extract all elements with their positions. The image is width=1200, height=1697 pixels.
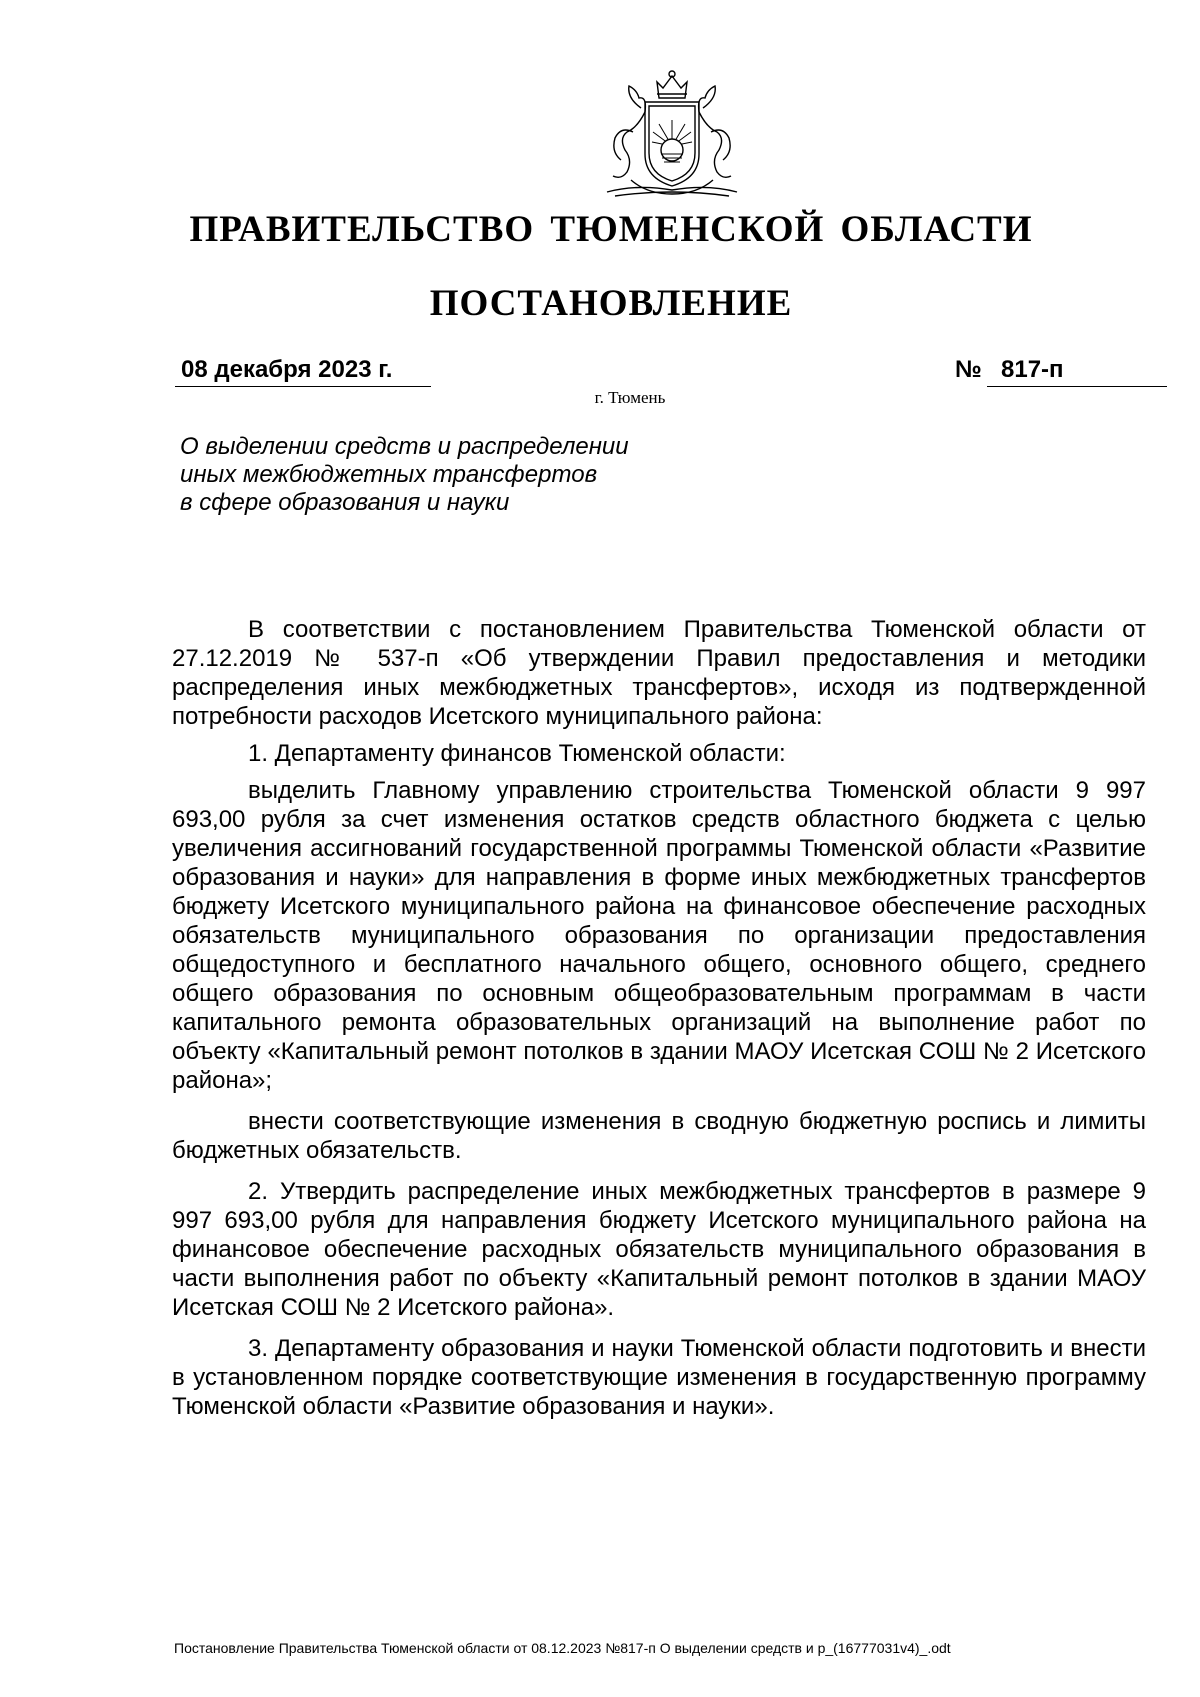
document-date: 08 декабря 2023 г. — [181, 356, 393, 383]
item-1-allocate-paragraph: выделить Главному управлению строительства Тюменской области 9 997 693,00 рубля за счет изменения остатков средств областного бюджета с целью увеличения ассигнований государственной программы Тюменской области «Развитие образования и науки» для направления в форме иных межбюджетных трансфертов бюджету Исетского муниципального района на финансовое обеспечение расходных обязательств муниципального образования по организации предоставления общедоступного и бесплатного начального общего, основного общего, среднего общего образования по основным общеобразовательным программам в части капитального ремонта образовательных организаций на выполнение работ по объекту «Капитальный ремонт потолков в здании МАОУ Исетская СОШ № 2 Исетского района»; — [172, 777, 1146, 1094]
city-label: г. Тюмень — [594, 388, 666, 407]
document-type-title: ПОСТАНОВЛЕНИЕ — [429, 283, 793, 324]
item-2-paragraph: 2. Утвердить распределение иных межбюджетных трансфертов в размере 9 997 693,00 рубля для направления бюджету Исетского муниципального района на финансовое обеспечение расходных обязательств муниципального образования в части выполнения работ по объекту «Капитальный ремонт потолков в здании МАОУ Исетская СОШ № 2 Исетского района». — [172, 1178, 1146, 1321]
item-1-changes-paragraph: внести соответствующие изменения в сводную бюджетную роспись и лимиты бюджетных обязательств. — [172, 1108, 1146, 1164]
subject-line: иных межбюджетных трансфертов — [180, 461, 598, 488]
document-subject — [180, 433, 629, 517]
footer-file-label: Постановление Правительства Тюменской области от 08.12.2023 №817-п О выделении средств и р_(16777031v4)_.odt — [174, 1640, 951, 1656]
document-body — [172, 615, 1146, 1429]
subject-line: в сфере образования и науки — [180, 489, 510, 516]
item-1-title: 1. Департаменту финансов Тюменской области: — [248, 740, 786, 767]
date-field — [175, 356, 431, 387]
number-sign: № — [955, 356, 982, 383]
number-underline — [987, 356, 1167, 387]
organization-title: ПРАВИТЕЛЬСТВО ТЮМЕНСКОЙ ОБЛАСТИ — [189, 209, 1033, 250]
subject-line: О выделении средств и распределении — [180, 433, 629, 460]
coat-of-arms-icon — [597, 68, 747, 208]
preamble-paragraph: В соответствии с постановлением Правительства Тюменской области от 27.12.2019 № 537-п «Об утверждении Правил предоставления и методики распределения иных межбюджетных трансфертов», исходя из подтвержденной потребности расходов Исетского муниципального района: — [172, 616, 1146, 730]
item-3-paragraph: 3. Департаменту образования и науки Тюменской области подготовить и внести в установленном порядке соответствующие изменения в государственную программу Тюменской области «Развитие образования и науки». — [172, 1335, 1146, 1420]
document-number: 817-п — [1001, 356, 1064, 383]
